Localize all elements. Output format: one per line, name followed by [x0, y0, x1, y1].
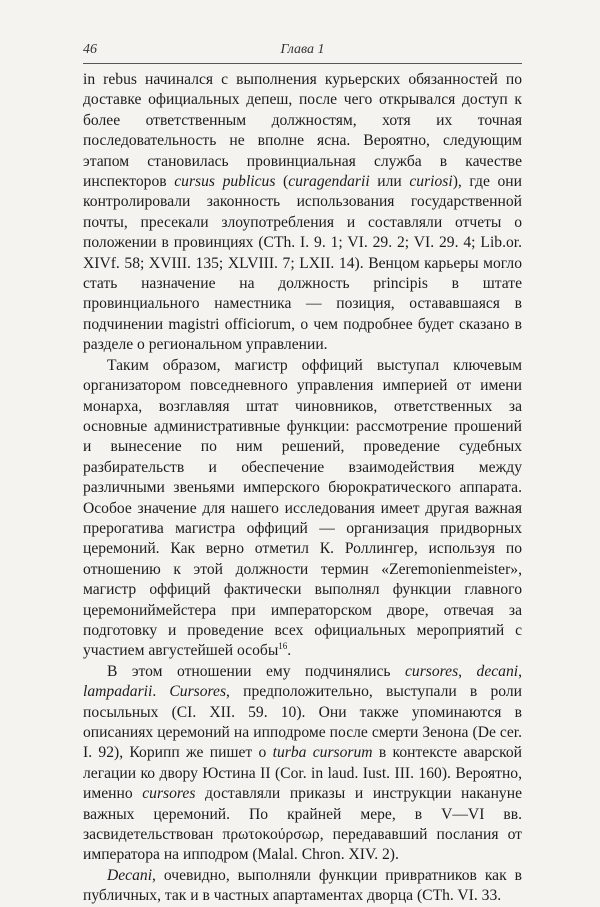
text-run: , предположительно, выступали в роли посыльных (CI. XII. 59. 10). Они также упоминаются в описаниях церемоний на ипподроме после смерти Зенона (De cer. I. 92), Корипп же пишет о: [83, 683, 522, 762]
text-run: Таким образом, магистр оффиций выступал ключевым организатором повседневного управления империей от имени монарха, возглавляя штат чиновников, ответственных за основные административные функции: рассмотрение прошений и вынесение по ним решений, проведение судебных разбирательств и обеспечение взаимодействия между различными звеньями имперского бюрократического аппарата. Особое значение для нашего исследования имеет другая важная прерогатива магистра оффиций — организация придворных церемоний. Как верно отметил К. Роллингер, используя по отношению к этой должности термин «Zeremonienmeister», магистр оффиций фактически выполнял функции главного церемониймейстера при императорском дворе, отвечая за подготовку и проведение всех официальных мероприятий с участием августейшей особы: [83, 356, 522, 660]
page-number: 46: [83, 42, 97, 57]
paragraph: [83, 70, 522, 356]
text-run: .: [152, 683, 170, 701]
page-header: [83, 42, 522, 62]
text-run: в контексте аварской легации ко двору Юстина II (Cor. in laud. Iust. III. 160). Вероятно, именно: [83, 744, 523, 803]
paragraph: [83, 356, 522, 662]
body-text: [83, 70, 522, 907]
italic-term: cursores: [142, 785, 196, 803]
text-run: , очевидно, выполняли функции привратников как в публичных, так и в частных апартаментах дворца (CTh. VI. 33.: [83, 866, 522, 905]
text-run: in rebus начинался с выполнения курьерских обязанностей по доставке официальных депеш, после чего открывался доступ к более ответственным должностям, хотя их точная последовательность не вполне ясна. Вероятно, следующим этапом становилась провинциальная служба в качестве инспекторов: [83, 71, 522, 191]
text-run: ,: [458, 662, 477, 680]
text-run: или: [369, 173, 410, 191]
italic-term: curagendarii: [288, 173, 370, 191]
italic-term: Cursores: [169, 683, 227, 701]
paragraph: [83, 662, 522, 866]
text-run: (: [275, 173, 289, 191]
italic-term: Decani: [107, 866, 153, 884]
italic-term: cursores: [405, 662, 459, 680]
footnote-ref: 16: [278, 641, 288, 652]
text-run: ,: [518, 662, 523, 680]
italic-term: decani: [476, 662, 519, 680]
italic-term: lampadarii: [83, 683, 153, 701]
text-run: В этом отношении ему подчинялись: [107, 662, 406, 680]
text-run: доставляли приказы и инструкции накануне важных церемоний. По крайней мере, в V—VI вв. засвидетельствован πρωτοκούρσωρ, передававший послания от императора на ипподром (Malal. Chron. XIV. 2).: [83, 785, 522, 864]
italic-term: cursus publicus: [174, 173, 276, 191]
text-run: ), где они контролировали законность использования государственной почты, пресекали злоупотребления и составляли отчеты о положении в провинциях (CTh. I. 9. 1; VI. 29. 2; VI. 29. 4; Lib.or. XIVf. 58; XVIII. 135; XLVIII. 7; LXII. 14). Венцом карьеры могло стать назначение на должность principis в штате провинциального наместника — позиция, остававшаяся в подчинении magistri officiorum, о чем подробнее будет сказано в разделе о региональном управлении.: [83, 173, 522, 354]
header-divider: [83, 63, 522, 64]
running-title: Глава 1: [280, 42, 325, 57]
italic-term: turba cursorum: [272, 744, 373, 762]
paragraph: [83, 866, 522, 907]
italic-term: curiosi: [409, 173, 453, 191]
text-run: .: [287, 642, 292, 660]
